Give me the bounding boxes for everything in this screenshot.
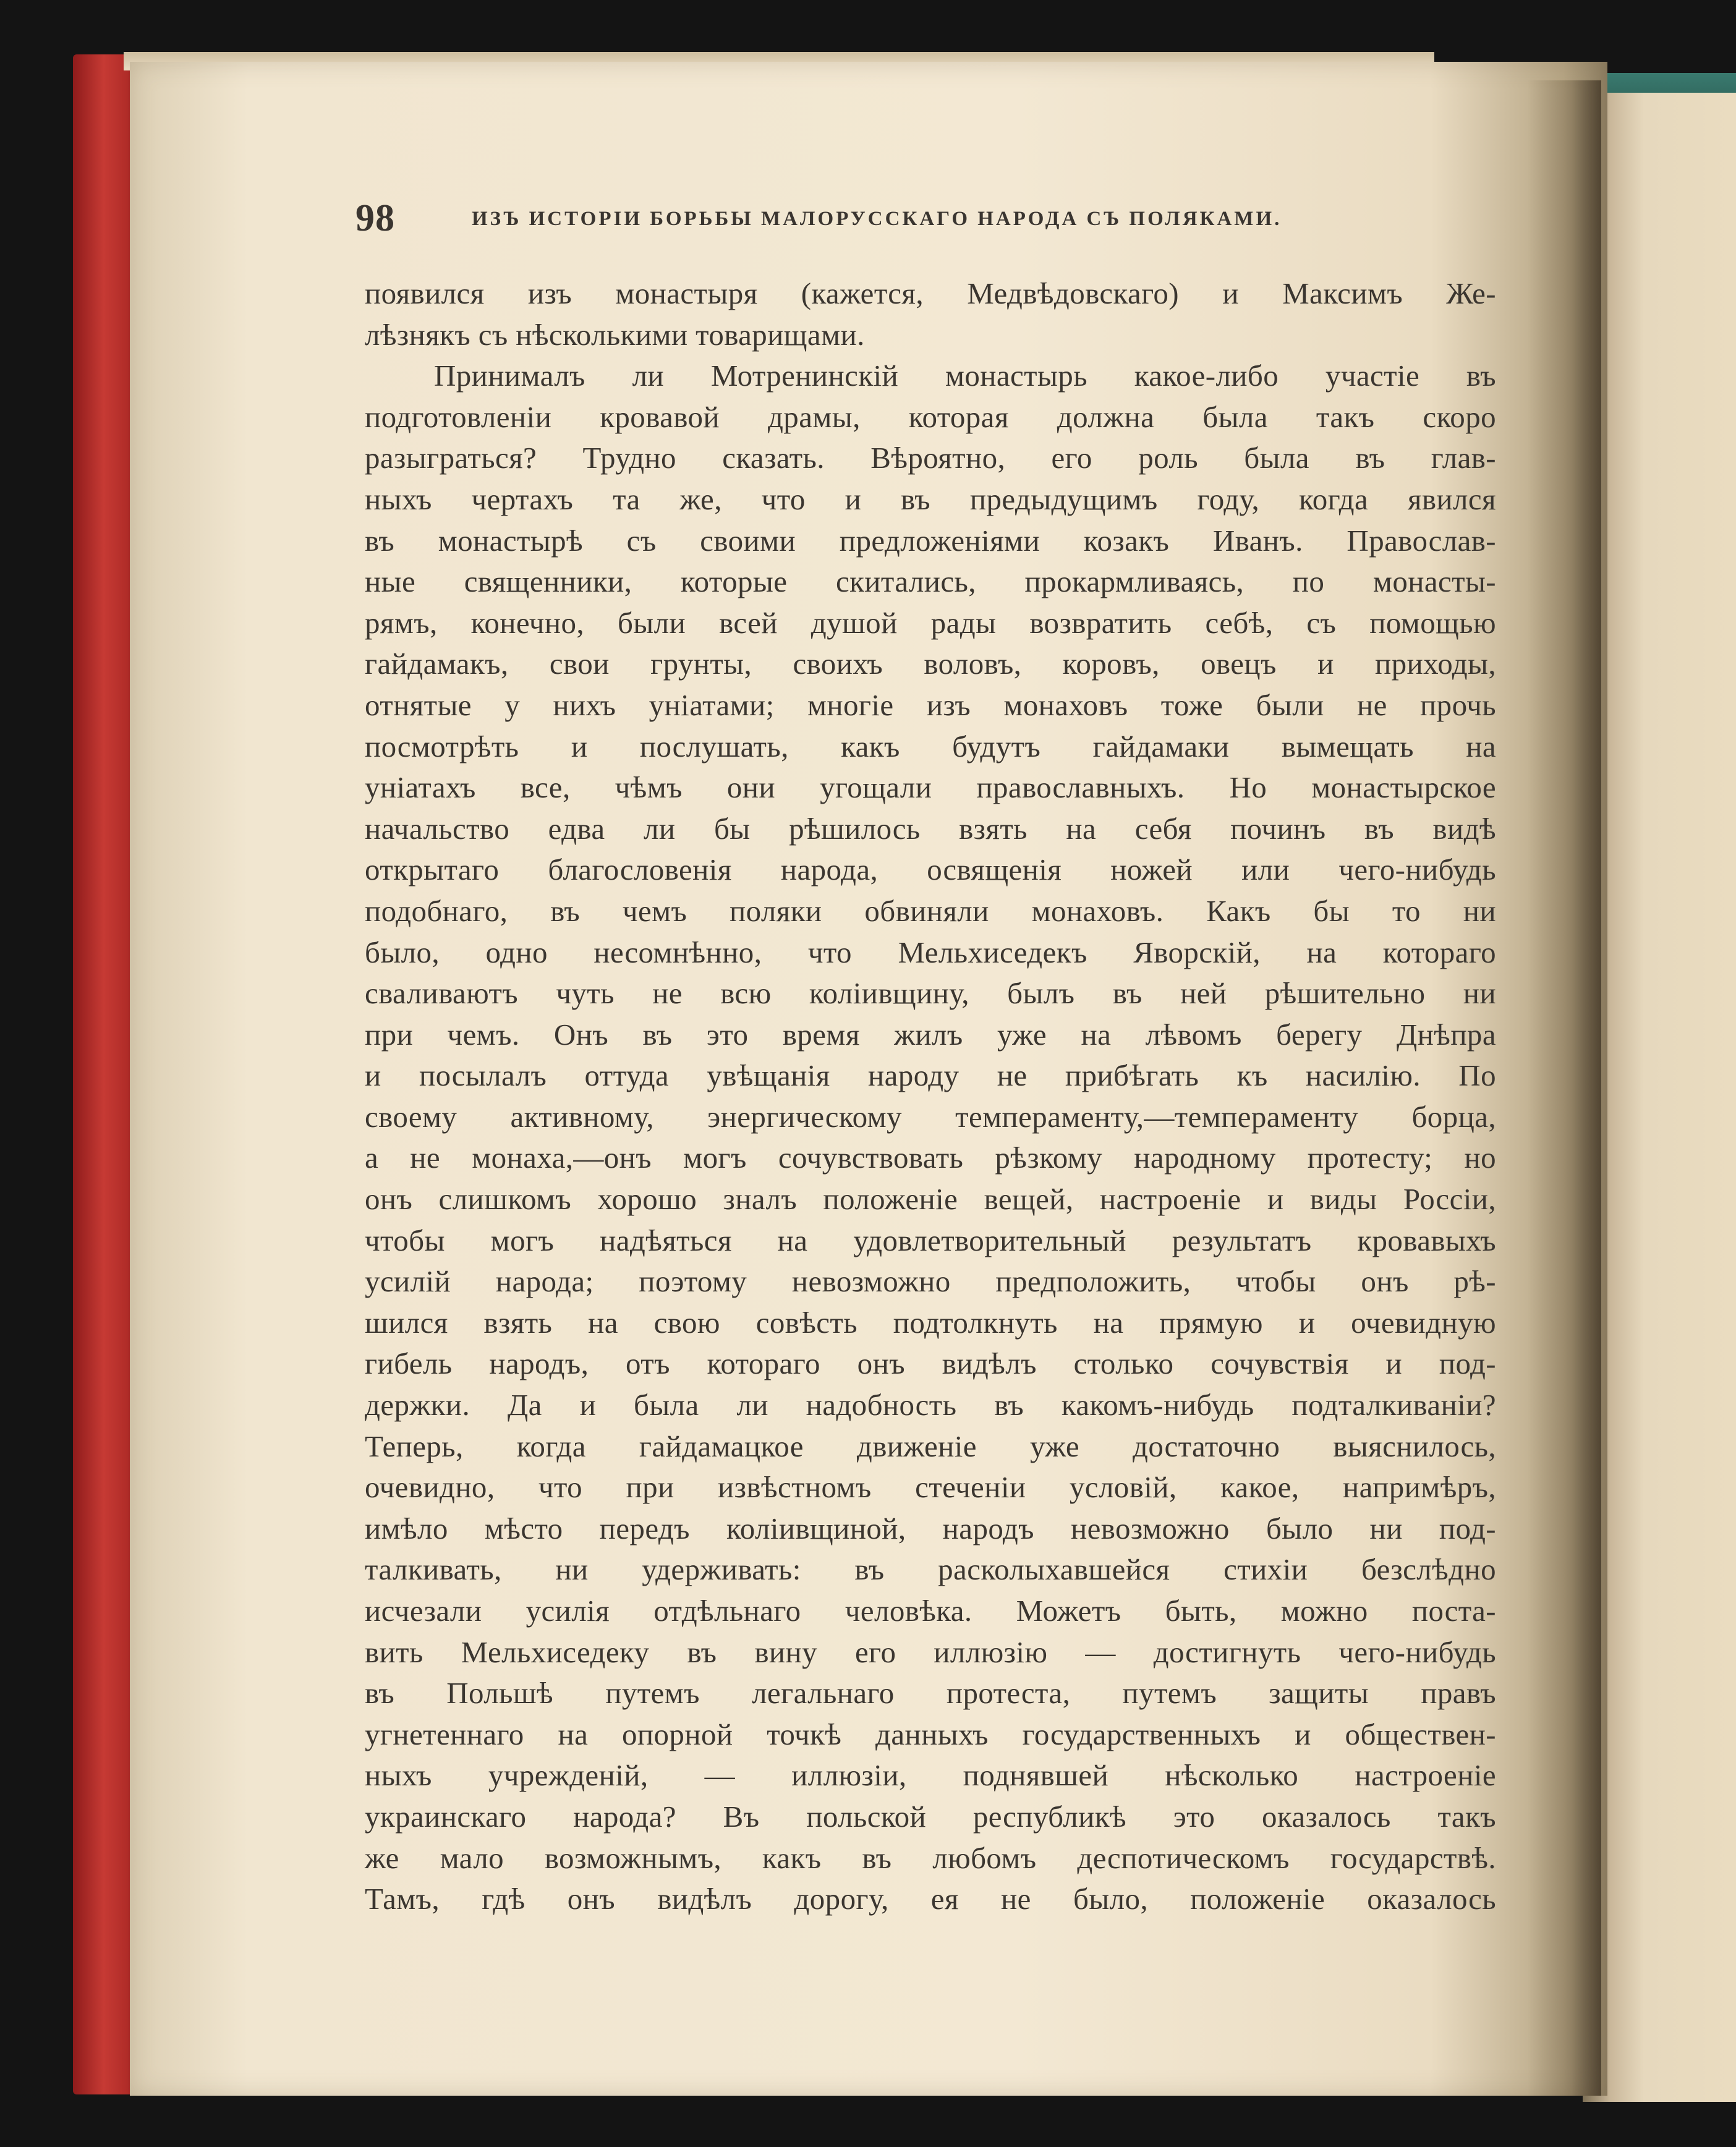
text-line: ныхъ учрежденій, — иллюзіи, поднявшей нѣсколько настроеніе	[365, 1758, 1496, 1793]
running-title: ИЗЪ ИСТОРІИ БОРЬБЫ МАЛОРУССКАГО НАРОДА СЪ ПОЛЯКАМИ.	[472, 208, 1282, 230]
text-line: посмотрѣть и послушать, какъ будутъ гайдамаки вымещать на	[365, 729, 1496, 763]
text-line: начальство едва ли бы рѣшилось взять на себя починъ въ видѣ	[365, 811, 1496, 846]
text-line: украинскаго народа? Въ польской республикѣ это оказалось такъ	[365, 1799, 1496, 1834]
text-line: открытаго благословенія народа, освященія ножей или чего-нибудь	[365, 852, 1496, 887]
text-line: а не монаха,—онъ могъ сочувствовать рѣзкому народному протесту; но	[365, 1141, 1496, 1175]
gutter-shadow	[1527, 80, 1601, 2096]
text-line: ные священники, которые скитались, прокармливаясь, по монасты-	[365, 564, 1496, 599]
text-line: ныхъ чертахъ та же, что и въ предыдущимъ году, когда явился	[365, 482, 1496, 516]
text-line: при чемъ. Онъ въ это время жилъ уже на лѣвомъ берегу Днѣпра	[365, 1017, 1496, 1052]
text-line: рямъ, конечно, были всей душой рады возвратить себѣ, съ помощью	[365, 605, 1496, 640]
page-body-text	[365, 273, 1496, 1920]
text-line: держки. Да и была ли надобность въ какомъ-нибудь подталкиваніи?	[365, 1388, 1496, 1422]
text-line: сваливаютъ чуть не всю коліивщину, былъ въ ней рѣшительно ни	[365, 976, 1496, 1011]
text-line: очевидно, что при извѣстномъ стеченіи условій, какое, напримѣръ,	[365, 1470, 1496, 1505]
text-line: талкивать, ни удерживать: въ расколыхавшейся стихіи безслѣдно	[365, 1552, 1496, 1587]
text-line: появился изъ монастыря (кажется, Медвѣдовскаго) и Максимъ Же-	[365, 276, 1496, 310]
text-line: усилій народа; поэтому невозможно предположить, чтобы онъ рѣ-	[365, 1264, 1496, 1299]
text-line: и посылалъ оттуда увѣщанія народу не прибѣгать къ насилію. По	[365, 1058, 1496, 1093]
text-line: своему активному, энергическому темпераменту,—темпераменту борца,	[365, 1099, 1496, 1134]
text-line: гайдамакъ, свои грунты, своихъ воловъ, коровъ, овецъ и приходы,	[365, 647, 1496, 681]
text-line: Теперь, когда гайдамацкое движеніе уже достаточно выяснилось,	[365, 1429, 1496, 1463]
text-line: отнятые у нихъ уніатами; многіе изъ монаховъ тоже были не прочь	[365, 687, 1496, 722]
text-line: въ Польшѣ путемъ легальнаго протеста, путемъ защиты правъ	[365, 1676, 1496, 1711]
text-line: вить Мельхиседеку въ вину его иллюзію — достигнуть чего-нибудь	[365, 1635, 1496, 1669]
text-line: же мало возможнымъ, какъ въ любомъ деспотическомъ государствѣ.	[365, 1840, 1496, 1875]
text-line: гибель народъ, отъ котораго онъ видѣлъ столько сочувствія и под-	[365, 1346, 1496, 1381]
text-line: шился взять на свою совѣсть подтолкнуть на прямую и очевидную	[365, 1305, 1496, 1340]
text-line: подобнаго, въ чемъ поляки обвиняли монаховъ. Какъ бы то ни	[365, 893, 1496, 928]
text-line: было, одно несомнѣнно, что Мельхиседекъ Яворскій, на котораго	[365, 935, 1496, 969]
text-line: имѣло мѣсто передъ коліивщиной, народъ невозможно было ни под-	[365, 1511, 1496, 1545]
text-line: онъ слишкомъ хорошо зналъ положеніе вещей, настроеніе и виды Россіи,	[365, 1182, 1496, 1217]
text-line: Тамъ, гдѣ онъ видѣлъ дорогу, ея не было, положеніе оказалось	[365, 1882, 1496, 1916]
text-line: подготовленіи кровавой драмы, которая должна была такъ скоро	[365, 399, 1496, 434]
text-line: чтобы могъ надѣяться на удовлетворительный результатъ кровавыхъ	[365, 1223, 1496, 1257]
running-header	[355, 197, 1505, 246]
text-line: уніатахъ все, чѣмъ они угощали православныхъ. Но монастырское	[365, 770, 1496, 805]
page-number: 98	[355, 197, 395, 239]
text-line: лѣзнякъ съ нѣсколькими товарищами.	[365, 317, 865, 352]
text-line: Принималъ ли Мотренинскій монастырь какое-либо участіе въ	[434, 359, 1496, 393]
text-line: исчезали усилія отдѣльнаго человѣка. Можетъ быть, можно поста-	[365, 1594, 1496, 1628]
text-line: разыграться? Трудно сказать. Вѣроятно, его роль была въ глав-	[365, 441, 1496, 475]
text-line: угнетеннаго на опорной точкѣ данныхъ государственныхъ и обществен-	[365, 1717, 1496, 1751]
text-line: въ монастырѣ съ своими предложеніями козакъ Иванъ. Православ-	[365, 523, 1496, 558]
